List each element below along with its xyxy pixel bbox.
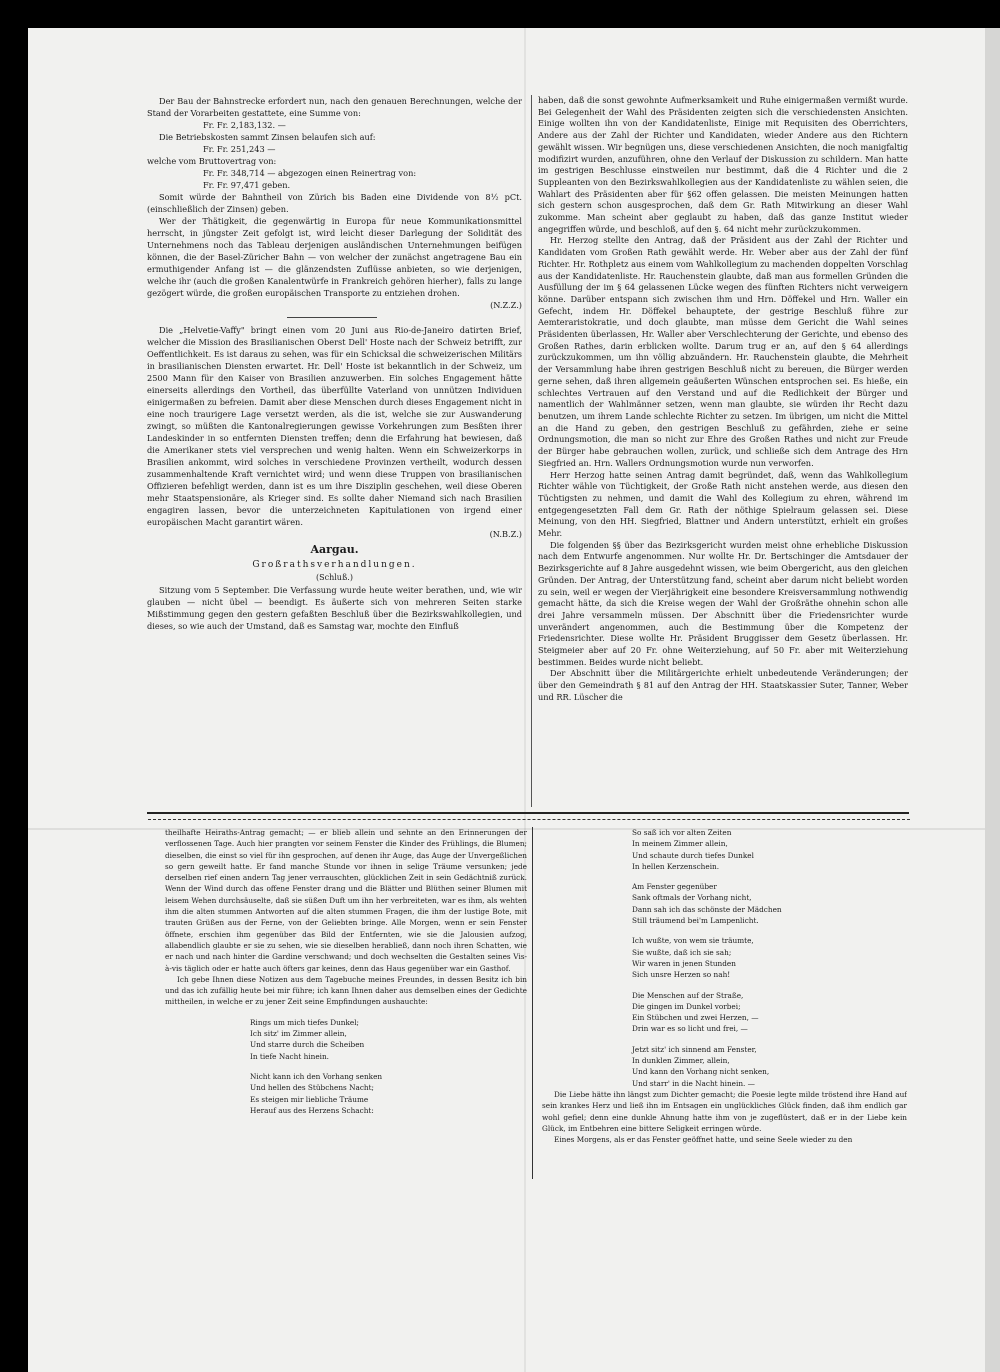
poem-line: Rings um mich tiefes Dunkel;: [250, 1017, 360, 1027]
page-edge: [985, 28, 1000, 1372]
poem-line: Und schaute durch tiefes Dunkel: [632, 850, 754, 860]
source-signature: (N.B.Z.): [489, 529, 522, 539]
poem-line: Und hellen des Stübchens Nacht;: [250, 1083, 374, 1093]
poem-line: Drin war es so licht und frei, —: [632, 1024, 748, 1034]
article-paragraph: Sitzung vom 5 September. Die Verfassung wurde heute weiter berathen, und, wie wir glauben — nicht übel — beendigt. Es äußerte sich von mehreren Seiten starke Mißstimmung gegen den gestern gefaßten Beschluß über die Bezirkswahlkollegien, und dieses, so wie auch der Umstand, daß es Samstag war, mochte den Einfluß: [147, 585, 522, 631]
fold-line-vertical: [524, 28, 526, 1372]
amount-net: Fr. Fr. 97,471 geben.: [203, 180, 291, 190]
poem-line: Es steigen mir liebliche Träume: [250, 1094, 369, 1104]
article-separator: [287, 317, 377, 318]
poem-line: Ich wußte, von wem sie träumte,: [632, 936, 754, 946]
article-paragraph: Die „Helvetie-Vaffy" bringt einen vom 20 Juni aus Rio-de-Janeiro datirten Brief, welcher die Mission des Brasilianischen Oberst Dell' Hoste nach der Schweiz betrifft, zur Oeffentlichkeit. Es ist daraus zu sehen, was für ein Schicksal die schweizerischen Militärs in brasilianischen Diensten erwartet. Hr. Dell' Hoste ist bekanntlich in der Schweiz, um 2500 Mann für den Kaiser von Brasilien anzuwerben. Ein solches Engagement hätte einerseits allerdings den Vortheil, das überfüllte Vaterland von unnützen Individuen einigermaßen zu befreien. Damit aber diese Menschen durch dieses Engagement nicht in eine noch traurigere Lage versetzt werden, als die ist, welche sie zur Auswanderung zwingt, so müßten die Kantonalregierungen gewisse Vorkehrungen zum Besßten ihrer Landeskinder in so entfernten Diensten treffen; denn die Erfahrung hat bewiesen, daß die Amerikaner stets viel versprechen und wenig halten. Wenn ein Schweizerkorps in Brasilien ankommt, wird solches in verschiedene Provinzen vertheilt, wodurch dessen zusammenhaltende Kraft vernichtet wird; und wenn diese Truppen von brasilianischen Offizieren befehligt werden, dann ist es um ihre Disziplin geschehen, weil diese Oberen mehr Staatspensionäre, als Krieger sind. Es sollte daher Niemand sich nach Brasilien engagiren lassen, bevor die unterzeichneten Kapitulationen von irgend einer europäischen Macht garantirt wären.: [147, 325, 522, 527]
source-signature: (N.Z.Z.): [490, 300, 522, 310]
amount-operating: Fr. Fr. 251,243 —: [203, 144, 276, 154]
article-paragraph: Die folgenden §§ über das Bezirksgericht wurden meist ohne erhebliche Diskussion nach dem Entwurfe angenommen. Nur wollte Hr. Dr. Bertschinger die Amtsdauer der Bezirksgerichte auf 8 Jahre ausgedehnt wissen, wie beim Obergericht, aus den gleichen Gründen. Der Antrag, der Unterstützung fand, scheint aber darum nicht beliebt worden zu sein, weil er wegen der Vierjährigkeit eine besondere Kreisversammlung nothwendig gemacht hätte, da sich die Kreise wegen der Wahl der Großräthe ohnehin schon alle drei Jahre versammeln müssen. Der Abschnitt über die Friedensrichter wurde unverändert angenommen, auch die Bestimmung über die Kompetenz der Friedensrichter. Diese wollte Hr. Präsident Bruggisser dem Gesetz überlassen. Hr. Steigmeier aber auf 20 Fr. ohne Weiterziehung, auf 50 Fr. aber mit Weiterziehung bestimmen. Beides wurde nicht beliebt.: [538, 539, 908, 667]
amount-construction: Fr. Fr. 2,183,132. —: [203, 120, 286, 130]
article-paragraph: haben, daß die sonst gewohnte Aufmerksamkeit und Ruhe einigermaßen vermißt wurde. Bei Gelegenheit der Wahl des Präsidenten zeigten sich die verschiedensten Ansichten. Einige wollten ihn von der Kandidatenliste, Einige mit Requisiten des Oberrichters, Andere aus der Zahl der Richter und Kandidaten, wieder Andere aus den Richtern gewählt wissen. Wir begnügen uns, diese verschiedenen Ansichten, die noch manigfaltig modifizirt wurden, anzuführen, ohne den Verlauf der Diskussion zu schildern. Man hatte im gestrigen Beschlusse einstweilen nur bestimmt, daß die 4 Richter und die 2 Suppleanten von den Bezirkswahlkollegien aus der Kandidatenliste zu wählen seien, die Wahlart des Präsidenten aber für §62 offen gelassen. Die meisten Meinungen hatten sich gestern schon ausgesprochen, daß dem Gr. Rath Mitwirkung an dieser Wahl zukomme. Man scheint aber geglaubt zu haben, daß das ganze Institut wieder angegriffen würde, und beschloß, auf den §. 64 nicht mehr zurückzukommen.: [538, 95, 908, 234]
poem-line: Am Fenster gegenüber: [632, 882, 717, 892]
operating-costs: Die Betriebskosten sammt Zinsen belaufen sich auf:: [159, 132, 376, 142]
poem-line: In meinem Zimmer allein,: [632, 839, 728, 849]
feuilleton-paragraph: Eines Morgens, als er das Fenster geöffnet hatte, und seine Seele wieder zu den: [554, 1135, 853, 1145]
column-divider-bottom: [532, 827, 533, 1179]
poem-line: Jetzt sitz' ich sinnend am Fenster,: [632, 1044, 757, 1054]
article-paragraph: Herr Herzog hatte seinen Antrag damit begründet, daß, wenn das Wahlkollegium Richter wähle von Tüchtigkeit, der Große Rath nicht anstehen werde, aus diesen den Tüchtigsten zu nehmen, und damit die Wahl des Kollegium zu ehren, während im entgegengesetzten Fall dem Gr. Rath der nöthige Spielraum gelassen sei. Diese Meinung, von den HH. Siegfried, Blattner und Andern unterstützt, erhielt ein großes Mehr.: [538, 469, 908, 539]
feuilleton-separator: [147, 812, 909, 814]
article-paragraph: Wer der Thätigkeit, die gegenwärtig in Europa für neue Kommunikationsmittel herrscht, in jüngster Zeit gefolgt ist, wird leicht dieser Darlegung der Solidität des Unternehmens noch das Tableau derjenigen ausländischen Unternehmungen beifügen können, die der Basel-Züricher Bahn — von welcher der zunächst angetragene Bau ein ermuthigender Anfang ist — die glänzendsten Zuflüsse anbieten, so wie derjenigen, welche ihr (auch die großen Kanalentwürfe in Frankreich gehören hierher), falls zu lange gezögert würde, die großen europäischen Transporte zu entziehen drohen.: [147, 216, 522, 298]
feuilleton-paragraph: Ich gebe Ihnen diese Notizen aus dem Tagebuche meines Freundes, in dessen Besitz ich bin und das ich zufällig heute bei mir führe; ich kann Ihnen daher aus demselben eines der Gedichte mittheilen, in welche er zu jener Zeit seine Empfindungen aushauchte:: [165, 974, 527, 1007]
feuilleton-left: [165, 827, 527, 1116]
column-right-top: [538, 95, 908, 704]
poem-line: Die gingen im Dunkel vorbei;: [632, 1001, 741, 1011]
dividend-text: Somit würde der Bahntheil von Zürich bis Baden eine Dividende von 8½ pCt. (einschließlich der Zinsen) geben.: [147, 192, 522, 214]
poem-line: Sank oftmals der Vorhang nicht,: [632, 893, 752, 903]
poem-left: [165, 1017, 527, 1116]
poem-line: Nicht kann ich den Vorhang senken: [250, 1071, 383, 1081]
poem-right: [542, 827, 907, 1089]
poem-line: Und starr' in die Nacht hinein. —: [632, 1078, 755, 1088]
poem-line: Die Menschen auf der Straße,: [632, 990, 744, 1000]
poem-line: Dann sah ich das schönste der Mädchen: [632, 904, 782, 914]
poem-line: In tiefe Nacht hinein.: [250, 1051, 330, 1061]
column-left-top: [147, 95, 522, 632]
gross-income: welche vom Bruttovertrag von:: [147, 156, 277, 166]
section-subheading: Großrathsverhandlungen.: [252, 560, 417, 570]
article-paragraph: Der Abschnitt über die Militärgerichte erhielt unbedeutende Veränderungen; der über den Gemeindrath § 81 auf den Antrag der HH. Staatskassier Suter, Tanner, Weber und RR. Lüscher die: [538, 668, 908, 702]
poem-line: In hellen Kerzenschein.: [632, 861, 720, 871]
railway-intro: Der Bau der Bahnstrecke erfordert nun, nach den genauen Berechnungen, welche der Stand der Vorarbeiten gestattete, eine Summe von:: [147, 96, 522, 118]
poem-line: Und kann den Vorhang nicht senken,: [632, 1067, 770, 1077]
feuilleton-separator-dashed: [148, 819, 910, 820]
section-heading: Aargau.: [310, 543, 359, 556]
poem-line: Herauf aus des Herzens Schacht:: [250, 1105, 374, 1115]
feuilleton-right: [542, 827, 907, 1145]
poem-line: Still träumend bei'm Lampenlicht.: [632, 916, 759, 926]
poem-line: Sich unsre Herzen so nah!: [632, 970, 731, 980]
feuilleton-paragraph: theilhafte Heiraths-Antrag gemacht; — er blieb allein und sehnte an den Erinnerungen der verflossenen Tage. Auch hier prangten vor seinem Fenster die Kinder des Frühlings, die Blumen; dieselben, die einst so viel für ihn gesprochen, auf denen ihr Auge, das Auge der Unvergeßlichen so gern geweilt hatte. Er fand manche Stunde vor ihnen in selige Träume versunken; jede derselben rief einen andern Tag jener verrauschten, glücklichen Zeit in sein Gedächtniß zurück. Wenn der Wind durch das offene Fenster drang und die Blätter und Blüthen seiner Blumen mit leisem Wehen durchsäuselte, daß sie süßen Duft um ihn her verbreiteten, war es ihm, als wehten ihm die alten stummen Antworten auf die alten stummen Fragen, die ihm der lustige Bote, mit trauten Grüßen aus der Ferne, von der Geliebten bringe. Alle Morgen, wenn er sein Fenster öffnete, erschien ihm gegenüber das Bild der Entfernten, wie sie die Jalousien aufzog, allabendlich glaubte er sie zu sehen, wie sie dieselben herabließ, dann noch ihren Schatten, wie er nach und nach hinter die Gardine verschwand; und doch wechselten die Gestalten seines Vis-à-vis täglich oder er hatte auch öfters gar keines, denn das Haus gegenüber war ein Gasthof.: [165, 828, 527, 973]
amount-gross: Fr. Fr. 348,714 — abgezogen einen Reinertrag von:: [203, 168, 417, 178]
poem-line: Ein Stübchen und zwei Herzen, —: [632, 1013, 759, 1023]
conclusion-note: (Schluß.): [316, 573, 353, 582]
feuilleton-paragraph: Die Liebe hätte ihn längst zum Dichter gemacht; die Poesie legte milde tröstend ihre Hand auf sein krankes Herz und ließ ihn im Entsagen ein unglückliches Glück finden, daß ihm endlich gar wohl gefiel; denn eine dunkle Ahnung hatte ihm von je zugeflüstert, daß er in der Liebe kein Glück, im Entbehren eine bittere Seligkeit erringen würde.: [542, 1089, 907, 1133]
column-divider-top: [531, 95, 532, 807]
poem-line: Sie wußte, daß ich sie sah;: [632, 947, 732, 957]
poem-line: So saß ich vor alten Zeiten: [632, 828, 732, 837]
article-paragraph: Hr. Herzog stellte den Antrag, daß der Präsident aus der Zahl der Richter und Kandidaten vom Großen Rath gewählt werde. Hr. Weber aber aus der Zahl der fünf Richter. Hr. Rothpletz aus einem vom Wahlkollegium zu machenden doppelten Vorschlag aus der Kandidatenliste. Hr. Rauchenstein glaubte, daß man aus formellen Gründen die Ausfüllung der im § 64 gelassenen Lücke wegen des fünften Richters nicht verweigern könne. Darüber entspann sich zwischen ihm und Hrn. Döffekel und Hrn. Waller ein Gefecht, indem Hr. Döffekel behauptete, der gestrige Beschluß führe zur Aemteraristokratie, und doch glaubte, man müsse dem Gericht die Wahl seines Präsidenten überlassen, Hr. Waller aber Verschlechterung der Gerichte, und ebenso des Großen Rathes, darin erblicken wollte. Darum trug er an, auf den § 64 allerdings zurückzukommen, um ihn völlig abzuändern. Hr. Rauchenstein glaubte, die Mehrheit der Versammlung habe ihren gestrigen Beschluß nicht zu bereuen, die Bürger werden gerne sehen, daß ihren allgemein geäußerten Wünschen entsprochen sei. Es hieße, ein schlechtes Vertrauen auf den Verstand und auf die Redlichkeit der Bürger und namentlich der Wahlmänner setzen, wenn man glaubte, sie würden ihr Recht dazu benutzen, um ihrem Lande schlechte Richter zu setzen. Im übrigen, um nicht die Mittel an die Hand zu geben, den gestrigen Beschluß zu gefährden, ziehe er seine Ordnungsmotion, die man so nicht zur Ehre des Großen Rathes und nicht zur Freude der Bürger habe gebrauchen wollen, zurück, und schließe sich dem Antrage des Hrn Siegfried an. Hrn. Wallers Ordnungsmotion wurde nun verworfen.: [538, 235, 908, 468]
poem-line: Ich sitz' im Zimmer allein,: [250, 1029, 347, 1039]
poem-line: Und starre durch die Scheiben: [250, 1040, 365, 1050]
poem-line: In dunklen Zimmer, allein,: [632, 1056, 730, 1066]
poem-line: Wir waren in jenen Stunden: [632, 958, 736, 968]
